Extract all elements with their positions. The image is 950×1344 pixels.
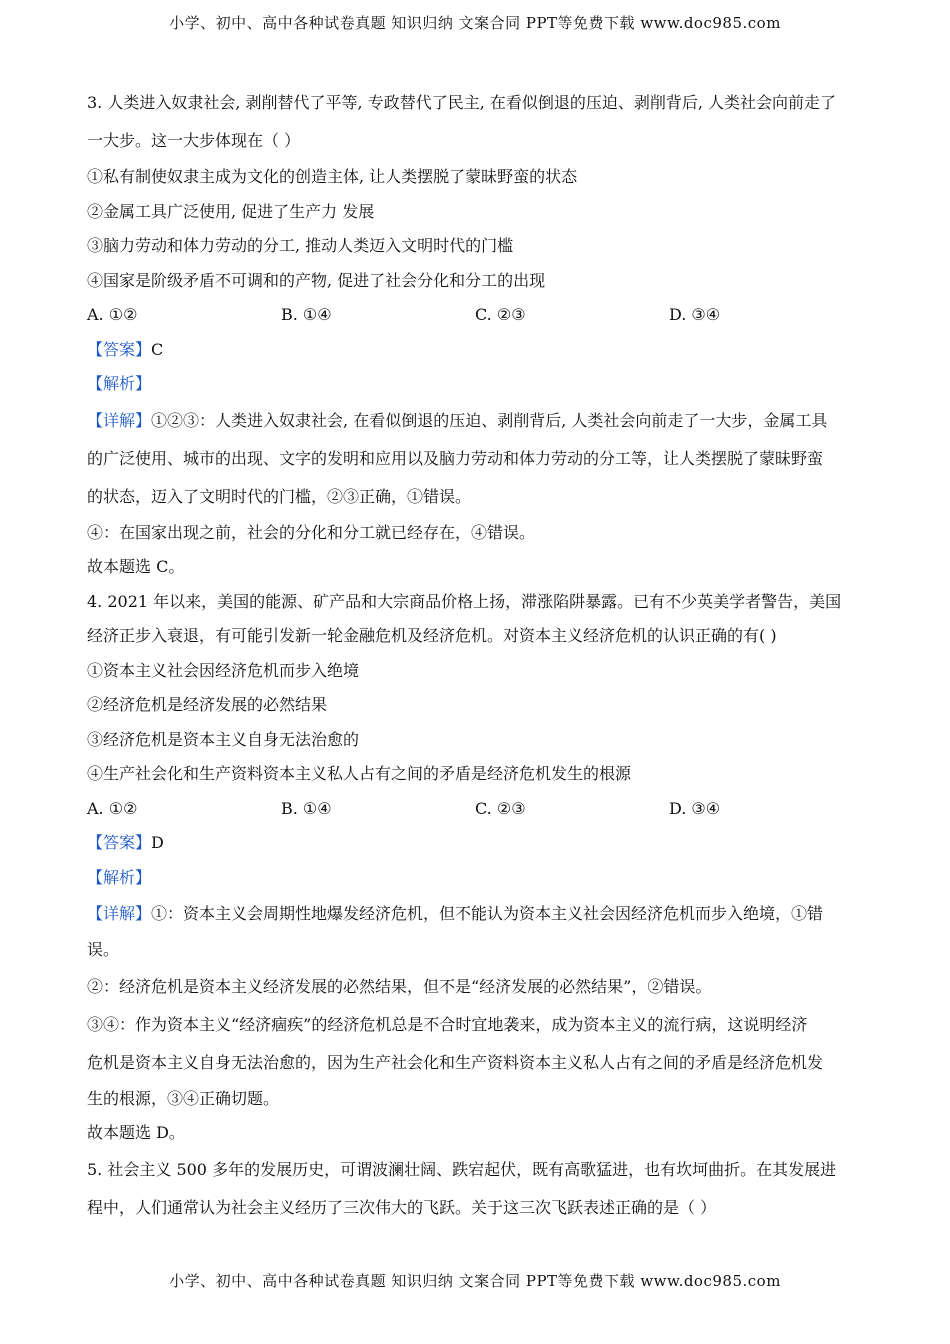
q3-answer-tag: 【答案】 [87,339,152,359]
q3-analysis [87,367,865,402]
q3-stem-line-1: 3. 人类进入奴隶社会, 剥削替代了平等, 专政替代了民主, 在看似倒退的压迫、剥削背后, 人类社会向前走了 [87,93,837,112]
q3-detail-line-1 [87,402,865,440]
q4-conclusion: 故本题选 D。 [87,1123,185,1142]
q4-detail-line-5: 危机是资本主义自身无法治愈的，因为生产社会化和生产资料资本主义私人占有之间的矛盾是经济危机发 [87,1052,824,1072]
q3-options [87,298,865,333]
q5-stem-line-1: 5. 社会主义 500 多年的发展历史，可谓波澜壮阔、跌宕起伏，既有高歌猛进，也有坎坷曲折。在其发展进 [87,1159,837,1179]
q3-detail-text-1: ①②③：人类进入奴隶社会, 在看似倒退的压迫、剥削背后, 人类社会向前走了一大步，金属工具 [151,410,828,430]
q4-detail-line-4: ③④：作为资本主义“经济痼疾”的经济危机总是不合时宜地袭来，成为资本主义的流行病，这说明经济 [87,1014,808,1034]
page-header: 小学、初中、高中各种试卷真题 知识归纳 文案合同 PPT等免费下载 www.doc985.com [169,14,781,32]
q4-statement-3: ③经济危机是资本主义自身无法治愈的 [87,729,360,749]
q4-answer-tag: 【答案】 [87,833,152,852]
q4-options [87,792,865,827]
q4-detail-text-1: ①：资本主义会周期性地爆发经济危机，但不能认为资本主义社会因经济危机而步入绝境，①错 [151,904,824,923]
q3-option-d: D. ③④ [669,305,721,324]
q4-statement-1: ①资本主义社会因经济危机而步入绝境 [87,660,360,680]
document-body [87,84,865,1227]
q3-detail-line-3: 的状态，迈入了文明时代的门槛，②③正确，①错误。 [87,486,472,506]
q4-option-b: B. ①④ [281,798,332,818]
q3-answer-value: C [151,339,164,359]
q4-statement-2: ②经济危机是经济发展的必然结果 [87,695,328,714]
q4-detail-tag: 【详解】 [87,904,152,923]
q4-detail-line-3: ②：经济危机是资本主义经济发展的必然结果，但不是“经济发展的必然结果”，②错误。 [87,976,712,996]
q3-stem-line-2: 一大步。这一大步体现在（ ） [87,131,301,150]
q3-answer [87,333,865,368]
q4-option-c: C. ②③ [475,798,526,818]
q3-option-b: B. ①④ [281,305,332,324]
q4-detail-line-1 [87,895,865,933]
q4-option-a: A. ①② [87,798,138,818]
q4-stem-line-2: 经济正步入衰退，有可能引发新一轮金融危机及经济危机。对资本主义经济危机的认识正确的有( ) [87,626,777,645]
q4-analysis-tag: 【解析】 [87,867,152,887]
q3-detail-line-2: 的广泛使用、城市的出现、文字的发明和应用以及脑力劳动和体力劳动的分工等，让人类摆脱了蒙昧野蛮 [87,448,824,468]
q3-option-a: A. ①② [87,305,138,324]
q3-detail-line-4: ④：在国家出现之前，社会的分化和分工就已经存在，④错误。 [87,522,536,542]
q3-detail-tag: 【详解】 [87,410,152,430]
q4-statement-4: ④生产社会化和生产资料资本主义私人占有之间的矛盾是经济危机发生的根源 [87,764,632,783]
q4-analysis [87,861,865,896]
q5-stem-line-2: 程中，人们通常认为社会主义经历了三次伟大的飞跃。关于这三次飞跃表述正确的是（ ） [87,1197,717,1217]
q4-answer [87,826,865,861]
q3-statement-3: ③脑力劳动和体力劳动的分工, 推动人类迈入文明时代的门槛 [87,236,514,255]
q3-option-c: C. ②③ [475,305,526,324]
page-footer: 小学、初中、高中各种试卷真题 知识归纳 文案合同 PPT等免费下载 www.doc985.com [169,1272,781,1290]
q3-conclusion: 故本题选 C。 [87,557,185,576]
q3-statement-2: ②金属工具广泛使用, 促进了生产力 发展 [87,201,375,221]
q4-option-d: D. ③④ [669,798,721,818]
q3-statement-4: ④国家是阶级矛盾不可调和的产物, 促进了社会分化和分工的出现 [87,270,546,290]
q4-detail-line-2: 误。 [87,940,120,959]
q3-statement-1: ①私有制使奴隶主成为文化的创造主体, 让人类摆脱了蒙昧野蛮的状态 [87,167,578,186]
q4-answer-value: D [151,833,164,852]
q3-analysis-tag: 【解析】 [87,374,152,393]
q4-stem-line-1: 4. 2021 年以来，美国的能源、矿产品和大宗商品价格上扬，滞涨陷阱暴露。已有不少英美学者警告，美国 [87,591,842,611]
q4-detail-line-6: 生的根源，③④正确切题。 [87,1088,280,1108]
